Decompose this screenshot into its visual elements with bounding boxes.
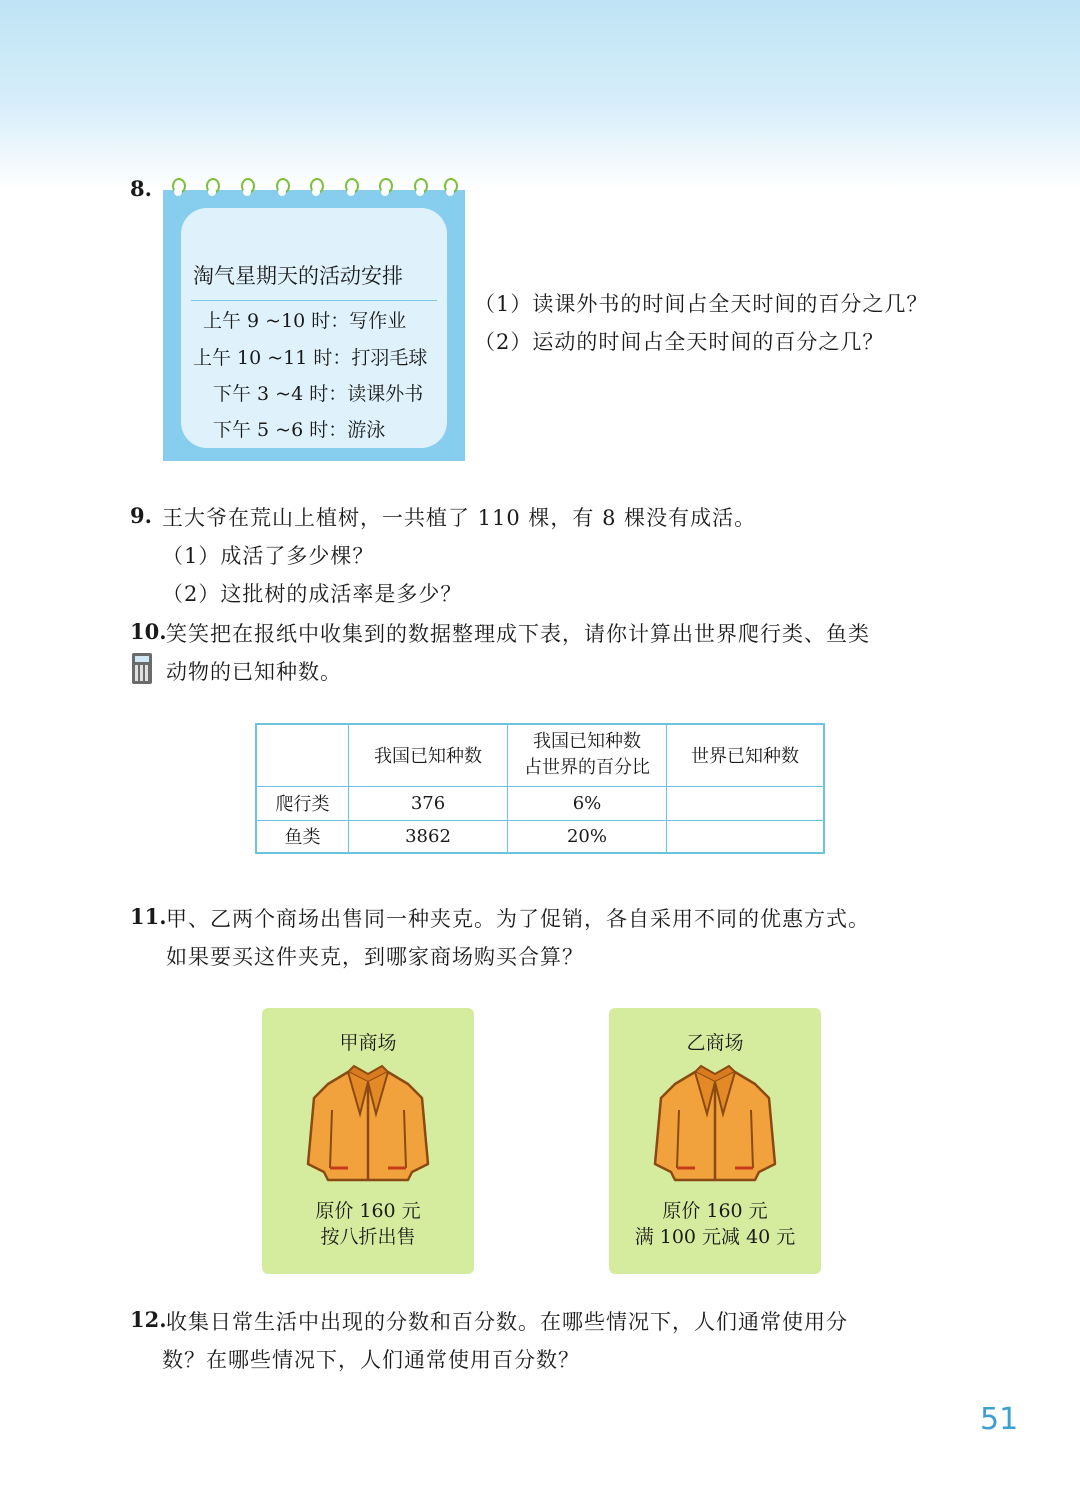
header-band (0, 0, 1080, 190)
question-10-line-1: 笑笑把在报纸中收集到的数据整理成下表，请你计算出世界爬行类、鱼类 (166, 622, 870, 646)
shop-name: 甲商场 (339, 1032, 397, 1054)
ring-icon (171, 178, 185, 198)
question-8-sub-2: （2）运动的时间占全天时间的百分之几？ (474, 330, 885, 354)
row-label: 鱼类 (256, 820, 349, 853)
header-text: 占世界的百分比 (524, 757, 650, 779)
table-header-cell: 我国已知种数 (349, 724, 508, 786)
schedule-line: 下午 5 ~6 时：游泳 (213, 419, 386, 441)
question-10-line-2: 动物的已知种数。 (166, 660, 342, 684)
table-cell (667, 786, 825, 820)
schedule-title: 淘气星期天的活动安排 (193, 264, 403, 288)
question-12-line-2: 数？在哪些情况下，人们通常使用百分数？ (162, 1348, 580, 1372)
table-row (256, 786, 824, 820)
table-row (256, 820, 824, 853)
question-9-sub-1: （1）成活了多少棵？ (162, 544, 375, 568)
original-price: 原价 160 元 (662, 1200, 768, 1222)
notebook-page (181, 208, 447, 448)
table-corner-cell (256, 724, 349, 786)
table-cell: 20% (508, 820, 667, 853)
schedule-line: 上午 10 ~11 时：打羽毛球 (193, 347, 428, 369)
shop-card-jia (262, 1008, 474, 1274)
question-12-line-1: 收集日常生活中出现的分数和百分数。在哪些情况下，人们通常使用分 (166, 1310, 848, 1334)
row-label: 爬行类 (256, 786, 349, 820)
discount-rule: 按八折出售 (320, 1226, 416, 1248)
schedule-line: 下午 3 ~4 时：读课外书 (213, 383, 424, 405)
shop-name: 乙商场 (686, 1032, 744, 1054)
ring-icon (378, 178, 392, 198)
page-number: 51 (980, 1402, 1019, 1437)
question-9-sub-2: （2）这批树的成活率是多少？ (162, 582, 463, 606)
shop-card-yi (609, 1008, 821, 1274)
discount-rule: 满 100 元减 40 元 (634, 1226, 796, 1248)
schedule-line: 上午 9 ~10 时：写作业 (203, 310, 407, 332)
original-price: 原价 160 元 (315, 1200, 421, 1222)
question-12-number: 12. (130, 1307, 167, 1332)
question-10-number: 10. (130, 619, 167, 644)
ring-icon (240, 178, 254, 198)
question-11-number: 11. (130, 904, 167, 929)
ring-icon (309, 178, 323, 198)
table-cell: 376 (349, 786, 508, 820)
title-divider (191, 300, 437, 301)
question-11-line-2: 如果要买这件夹克，到哪家商场购买合算？ (166, 945, 584, 969)
table-header-cell (508, 724, 667, 786)
jacket-icon (304, 1064, 432, 1188)
schedule-notebook-card (163, 190, 465, 461)
question-9-number: 9. (130, 503, 152, 528)
table-cell (667, 820, 825, 853)
ring-icon (275, 178, 289, 198)
table-cell: 6% (508, 786, 667, 820)
question-9-text: 王大爷在荒山上植树，一共植了 110 棵，有 8 棵没有成活。 (162, 506, 757, 530)
header-text: 我国已知种数 (533, 731, 641, 753)
ring-icon (413, 178, 427, 198)
table-header-row (256, 724, 824, 786)
question-11-line-1: 甲、乙两个商场出售同一种夹克。为了促销，各自采用不同的优惠方式。 (166, 907, 870, 931)
jacket-icon (651, 1064, 779, 1188)
question-8-number: 8. (130, 176, 152, 201)
table-cell: 3862 (349, 820, 508, 853)
question-8-sub-1: （1）读课外书的时间占全天时间的百分之几？ (474, 292, 929, 316)
ring-icon (443, 178, 457, 198)
calculator-icon (132, 653, 152, 684)
ring-icon (344, 178, 358, 198)
ring-icon (205, 178, 219, 198)
table-header-cell: 世界已知种数 (667, 724, 825, 786)
species-table (255, 723, 825, 854)
